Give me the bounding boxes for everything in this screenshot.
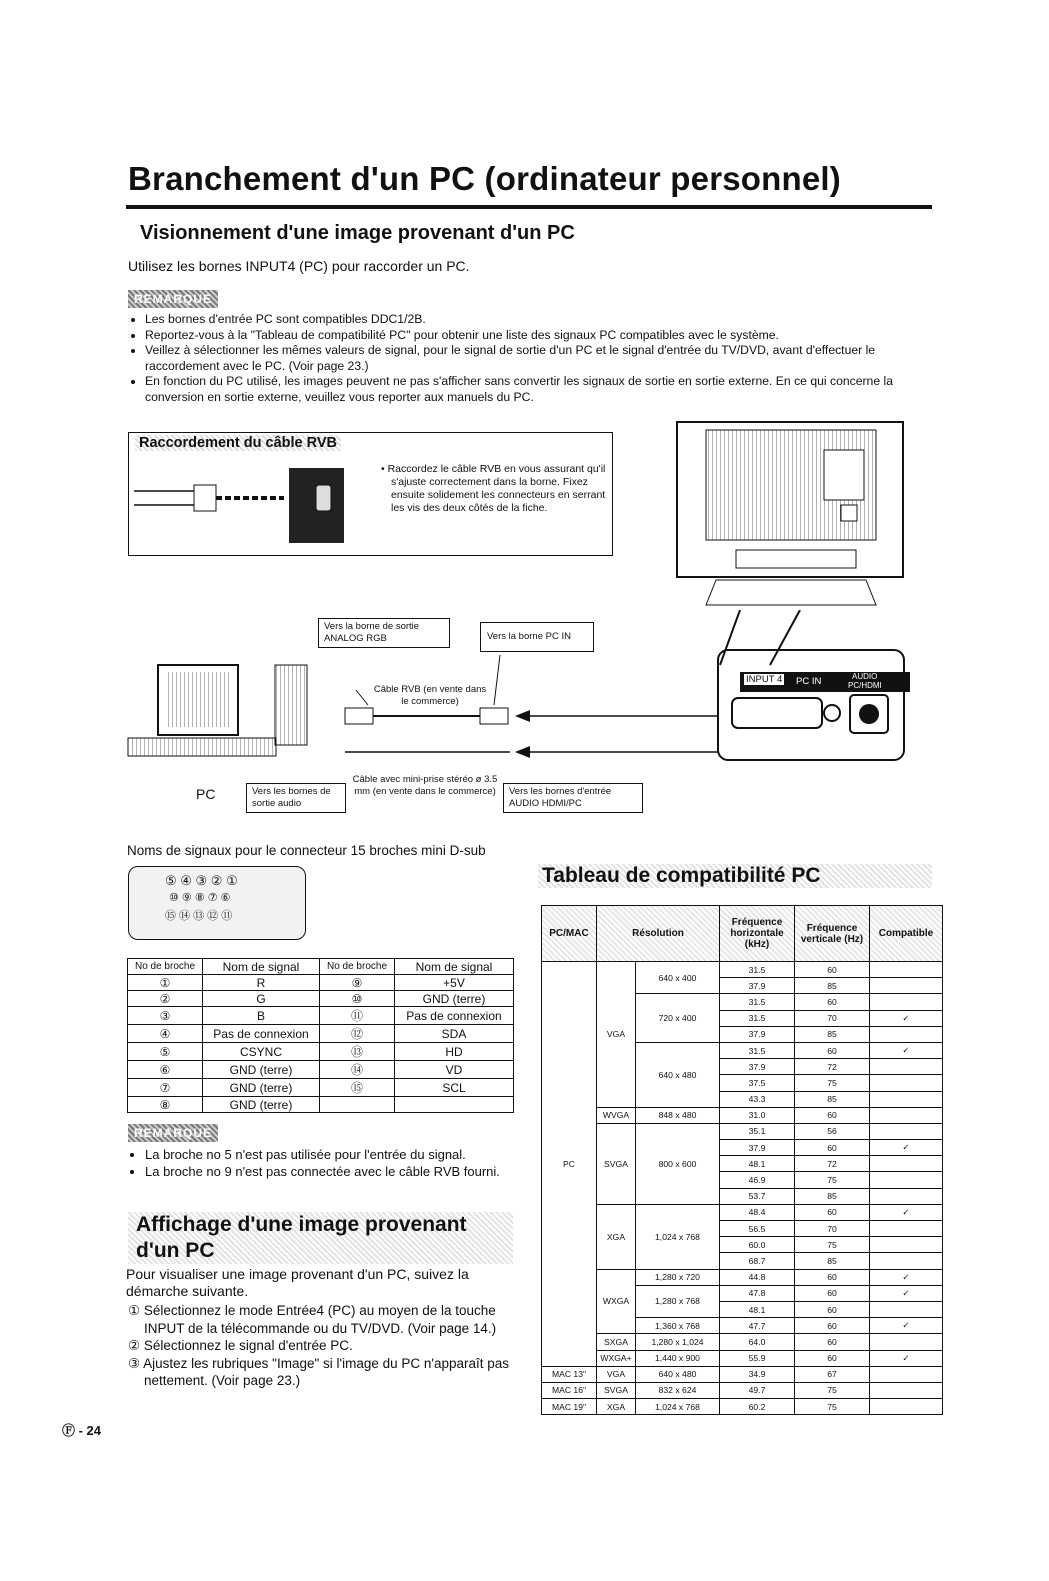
title-rule	[126, 205, 932, 209]
rvb-box-title: Raccordement du câble RVB	[135, 435, 341, 451]
frequency-cell: 85	[795, 1091, 870, 1107]
compatible-cell: ✓	[870, 1204, 943, 1220]
frequency-cell: 68.7	[720, 1253, 795, 1269]
resolution-cell: 1,280 x 768	[636, 1285, 720, 1317]
frequency-cell: 60	[795, 1269, 870, 1285]
table-cell: R	[203, 975, 320, 991]
frequency-cell: 37.9	[720, 1059, 795, 1075]
frequency-cell: 37.5	[720, 1075, 795, 1091]
table-cell: SCL	[395, 1079, 514, 1097]
resolution-cell: 720 x 400	[636, 994, 720, 1043]
section2-heading	[128, 1212, 513, 1264]
mode-cell: WVGA	[597, 1107, 636, 1123]
frequency-cell: 53.7	[720, 1188, 795, 1204]
section1-notes	[130, 312, 945, 405]
table-row	[128, 1061, 514, 1079]
frequency-cell: 85	[795, 1253, 870, 1269]
table-row	[542, 1107, 943, 1123]
table-cell: ⑤	[128, 1043, 203, 1061]
table-header-row	[542, 906, 943, 962]
frequency-cell: 43.3	[720, 1091, 795, 1107]
compatible-cell	[870, 1334, 943, 1350]
column-header: No de broche	[128, 959, 203, 975]
note-badge: REMARQUE	[128, 1124, 218, 1142]
table-cell: ①	[128, 975, 203, 991]
step-item: ② Sélectionnez le signal d'entrée PC.	[128, 1338, 353, 1353]
table-cell: 832 x 624	[636, 1382, 720, 1398]
table-row	[542, 962, 943, 978]
table-row	[542, 1399, 943, 1415]
frequency-cell: 31.5	[720, 1042, 795, 1058]
table-cell: ⑦	[128, 1079, 203, 1097]
table-row	[542, 1123, 943, 1139]
connector-row: ⑩ ⑨ ⑧ ⑦ ⑥	[169, 892, 231, 904]
frequency-cell: 56.5	[720, 1221, 795, 1237]
table-row	[128, 1007, 514, 1025]
note-item: • Reportez-vous à la "Tableau de compatibilité PC" pour obtenir une liste des signaux PC compatibles avec le système.	[145, 328, 945, 344]
table-row	[128, 1043, 514, 1061]
table-row	[542, 1204, 943, 1220]
table-cell: MAC 16"	[542, 1382, 597, 1398]
frequency-cell: 47.7	[720, 1318, 795, 1334]
table-cell: ⑥	[128, 1061, 203, 1079]
frequency-cell: 48.4	[720, 1204, 795, 1220]
compatible-cell	[870, 1091, 943, 1107]
table-cell: +5V	[395, 975, 514, 991]
frequency-cell: 48.1	[720, 1301, 795, 1317]
frequency-cell: 72	[795, 1156, 870, 1172]
table-cell	[870, 1399, 943, 1415]
step-item: ① Sélectionnez le mode Entrée4 (PC) au moyen de la touche INPUT de la télécommande ou du TV/DVD. (Voir page 14.)	[128, 1303, 497, 1336]
frequency-cell: 56	[795, 1123, 870, 1139]
column-header: Fréquence horizontale (kHz)	[720, 906, 795, 962]
compatible-cell: ✓	[870, 1285, 943, 1301]
resolution-cell: 800 x 600	[636, 1123, 720, 1204]
frequency-cell: 75	[795, 1172, 870, 1188]
frequency-cell: 60	[795, 1285, 870, 1301]
panel-pchdmi: PC/HDMI	[848, 681, 882, 690]
table-cell: 640 x 480	[636, 1366, 720, 1382]
frequency-cell: 85	[795, 1188, 870, 1204]
note-item: • La broche no 5 n'est pas utilisée pour l'entrée du signal.	[145, 1146, 525, 1163]
compatible-cell: ✓	[870, 1010, 943, 1026]
table-cell: SDA	[395, 1025, 514, 1043]
section2-heading-line2: d'un PC	[136, 1239, 215, 1262]
table-cell	[870, 1366, 943, 1382]
frequency-cell: 75	[795, 1075, 870, 1091]
table-header-row	[128, 959, 514, 975]
table-cell: MAC 19"	[542, 1399, 597, 1415]
compatible-cell	[870, 962, 943, 978]
table-cell: GND (terre)	[395, 991, 514, 1007]
resolution-cell: 1,360 x 768	[636, 1318, 720, 1334]
frequency-cell: 60	[795, 1350, 870, 1366]
frequency-cell: 60	[795, 962, 870, 978]
column-header: PC/MAC	[542, 906, 597, 962]
mode-cell: WXGA+	[597, 1350, 636, 1366]
resolution-cell: 848 x 480	[636, 1107, 720, 1123]
section2-intro: Pour visualiser une image provenant d'un PC, suivez la démarche suivante.	[126, 1266, 469, 1299]
table-cell: 75	[795, 1382, 870, 1398]
page-number: Ⓕ - 24	[62, 1423, 102, 1438]
compatible-cell: ✓	[870, 1140, 943, 1156]
step-item: ③ Ajustez les rubriques "Image" si l'image du PC n'apparaît pas nettement. (Voir page 23.)	[128, 1355, 510, 1388]
label-pc-in: Vers la borne PC IN	[480, 622, 594, 652]
frequency-cell: 37.9	[720, 1026, 795, 1042]
column-header: Résolution	[597, 906, 720, 962]
panel-input4: INPUT 4	[746, 674, 783, 685]
frequency-cell: 60	[795, 1140, 870, 1156]
table-cell	[395, 1097, 514, 1113]
page-title: Branchement d'un PC (ordinateur personnel)	[128, 160, 841, 197]
frequency-cell: 35.1	[720, 1123, 795, 1139]
compatible-cell	[870, 1059, 943, 1075]
table-cell: MAC 13"	[542, 1366, 597, 1382]
table-cell: 49.7	[720, 1382, 795, 1398]
frequency-cell: 46.9	[720, 1172, 795, 1188]
frequency-cell: 60	[795, 994, 870, 1010]
table-cell: ③	[128, 1007, 203, 1025]
table-cell: VGA	[597, 1366, 636, 1382]
note-item: • La broche no 9 n'est pas connectée avec le câble RVB fourni.	[145, 1163, 525, 1180]
table-cell: 67	[795, 1366, 870, 1382]
table-cell: ⑧	[128, 1097, 203, 1113]
frequency-cell: 70	[795, 1221, 870, 1237]
panel-pcin: PC IN	[796, 676, 822, 687]
compatible-cell	[870, 1221, 943, 1237]
table-cell: 75	[795, 1399, 870, 1415]
frequency-cell: 60	[795, 1334, 870, 1350]
table-cell: GND (terre)	[203, 1079, 320, 1097]
table-cell: ⑬	[320, 1043, 395, 1061]
resolution-cell: 1,280 x 720	[636, 1269, 720, 1285]
pins-caption: Noms de signaux pour le connecteur 15 broches mini D-sub	[127, 843, 486, 858]
connector-row: ⑮ ⑭ ⑬ ⑫ ⑪	[165, 910, 233, 922]
table-cell: ④	[128, 1025, 203, 1043]
frequency-cell: 85	[795, 978, 870, 994]
pins-notes	[130, 1146, 525, 1180]
frequency-cell: 70	[795, 1010, 870, 1026]
table-row	[542, 1334, 943, 1350]
table-row	[128, 1025, 514, 1043]
frequency-cell: 37.9	[720, 1140, 795, 1156]
table-cell: ⑮	[320, 1079, 395, 1097]
label-audio-in: Vers les bornes d'entrée AUDIO HDMI/PC	[503, 783, 643, 813]
table-row	[542, 1269, 943, 1285]
frequency-cell: 55.9	[720, 1350, 795, 1366]
table-row	[542, 1350, 943, 1366]
table-cell: VD	[395, 1061, 514, 1079]
dsub-connector	[128, 866, 306, 940]
rvb-box-text: • Raccordez le câble RVB en vous assurant qu'il s'ajuste correctement dans la borne. Fixez ensuite solidement les connecteurs en serrant les vis des deux côtés de la fiche.	[381, 463, 606, 514]
table-cell: ⑭	[320, 1061, 395, 1079]
table-cell: ⑪	[320, 1007, 395, 1025]
table-cell: 1,024 x 768	[636, 1399, 720, 1415]
connector-row: ⑤ ④ ③ ② ①	[165, 873, 238, 888]
panel-strip	[740, 672, 910, 692]
frequency-cell: 60	[795, 1318, 870, 1334]
frequency-cell: 44.8	[720, 1269, 795, 1285]
table-cell: G	[203, 991, 320, 1007]
frequency-cell: 31.5	[720, 1010, 795, 1026]
table-cell: HD	[395, 1043, 514, 1061]
table-row	[542, 1366, 943, 1382]
table-row	[128, 1079, 514, 1097]
note-badge: REMARQUE	[128, 290, 218, 308]
table-cell: GND (terre)	[203, 1061, 320, 1079]
compatible-cell	[870, 1107, 943, 1123]
compatible-cell	[870, 1156, 943, 1172]
frequency-cell: 31.5	[720, 994, 795, 1010]
compatible-cell	[870, 1253, 943, 1269]
section2-heading-line1: Affichage d'une image provenant	[136, 1213, 467, 1236]
table-cell: ②	[128, 991, 203, 1007]
resolution-cell: 1,024 x 768	[636, 1204, 720, 1269]
frequency-cell: 60	[795, 1204, 870, 1220]
table-cell: 34.9	[720, 1366, 795, 1382]
table-row	[128, 1097, 514, 1113]
table-cell: 60.2	[720, 1399, 795, 1415]
resolution-cell: 1,280 x 1,024	[636, 1334, 720, 1350]
compatible-cell	[870, 1188, 943, 1204]
table-cell: XGA	[597, 1399, 636, 1415]
compatible-cell	[870, 1301, 943, 1317]
compatible-cell	[870, 1172, 943, 1188]
section2-steps	[128, 1302, 513, 1390]
compat-table	[541, 905, 943, 1415]
mode-cell: XGA	[597, 1204, 636, 1269]
pin-table	[127, 958, 514, 1113]
frequency-cell: 31.0	[720, 1107, 795, 1123]
pc-cell: PC	[542, 962, 597, 1367]
frequency-cell: 60	[795, 1301, 870, 1317]
frequency-cell: 60	[795, 1042, 870, 1058]
column-header: Nom de signal	[395, 959, 514, 975]
frequency-cell: 72	[795, 1059, 870, 1075]
column-header: Compatible	[870, 906, 943, 962]
label-analog-rgb: Vers la borne de sortie ANALOG RGB	[318, 618, 450, 648]
table-cell: B	[203, 1007, 320, 1025]
frequency-cell: 85	[795, 1026, 870, 1042]
resolution-cell: 1,440 x 900	[636, 1350, 720, 1366]
frequency-cell: 64.0	[720, 1334, 795, 1350]
table-cell: SVGA	[597, 1382, 636, 1398]
resolution-cell: 640 x 480	[636, 1042, 720, 1107]
table-cell: Pas de connexion	[395, 1007, 514, 1025]
column-header: Nom de signal	[203, 959, 320, 975]
frequency-cell: 60	[795, 1107, 870, 1123]
compatible-cell: ✓	[870, 1350, 943, 1366]
label-cable-rvb: Câble RVB (en vente dans le commerce)	[373, 684, 487, 707]
table-row	[128, 991, 514, 1007]
mode-cell: VGA	[597, 962, 636, 1108]
note-item: • En fonction du PC utilisé, les images peuvent ne pas s'afficher sans convertir les signaux de sortie en sortie externe. En ce qui concerne la conversion en sortie externe, veuillez vous reporter aux manuels du PC.	[145, 374, 945, 405]
rvb-connector-illustration	[134, 463, 354, 548]
section1-heading: Visionnement d'une image provenant d'un PC	[140, 222, 575, 244]
label-stereo-cable: Câble avec mini-prise stéréo ø 3.5 mm (en vente dans le commerce)	[352, 774, 498, 797]
section1-intro: Utilisez les bornes INPUT4 (PC) pour raccorder un PC.	[128, 258, 470, 274]
table-cell: ⑩	[320, 991, 395, 1007]
compatible-cell	[870, 1237, 943, 1253]
compatible-cell: ✓	[870, 1042, 943, 1058]
table-cell: ⑨	[320, 975, 395, 991]
compatible-cell	[870, 978, 943, 994]
table-cell	[870, 1382, 943, 1398]
mode-cell: SXGA	[597, 1334, 636, 1350]
frequency-cell: 47.8	[720, 1285, 795, 1301]
table-cell: ⑫	[320, 1025, 395, 1043]
frequency-cell: 60.0	[720, 1237, 795, 1253]
compatible-cell: ✓	[870, 1269, 943, 1285]
frequency-cell: 31.5	[720, 962, 795, 978]
table-cell: CSYNC	[203, 1043, 320, 1061]
frequency-cell: 48.1	[720, 1156, 795, 1172]
rvb-box	[128, 432, 613, 556]
label-audio-out: Vers les bornes de sortie audio	[246, 783, 346, 813]
compat-heading: Tableau de compatibilité PC	[538, 864, 932, 888]
table-cell	[320, 1097, 395, 1113]
table-row	[128, 975, 514, 991]
tv-rear-illustration	[676, 420, 906, 615]
table-cell: GND (terre)	[203, 1097, 320, 1113]
table-cell: Pas de connexion	[203, 1025, 320, 1043]
mode-cell: WXGA	[597, 1269, 636, 1334]
compatible-cell	[870, 1123, 943, 1139]
compatible-cell: ✓	[870, 1318, 943, 1334]
panel-audio: AUDIO	[852, 672, 878, 681]
rvb-box-text-body: Raccordez le câble RVB en vous assurant qu'il s'ajuste correctement dans la borne. Fixez ensuite solidement les connecteurs en serrant les vis des deux côtés de la fiche.	[387, 463, 606, 514]
label-pc: PC	[196, 786, 216, 802]
resolution-cell: 640 x 400	[636, 962, 720, 994]
column-header: No de broche	[320, 959, 395, 975]
compatible-cell	[870, 994, 943, 1010]
frequency-cell: 75	[795, 1237, 870, 1253]
frequency-cell: 37.9	[720, 978, 795, 994]
compatible-cell	[870, 1026, 943, 1042]
table-row	[542, 1382, 943, 1398]
note-item: • Les bornes d'entrée PC sont compatibles DDC1/2B.	[145, 312, 945, 328]
note-item: • Veillez à sélectionner les mêmes valeurs de signal, pour le signal de sortie d'un PC et le signal d'entrée du TV/DVD, avant d'effectuer le raccordement avec le PC. (Voir page 23.)	[145, 343, 945, 374]
compatible-cell	[870, 1075, 943, 1091]
mode-cell: SVGA	[597, 1123, 636, 1204]
column-header: Fréquence verticale (Hz)	[795, 906, 870, 962]
